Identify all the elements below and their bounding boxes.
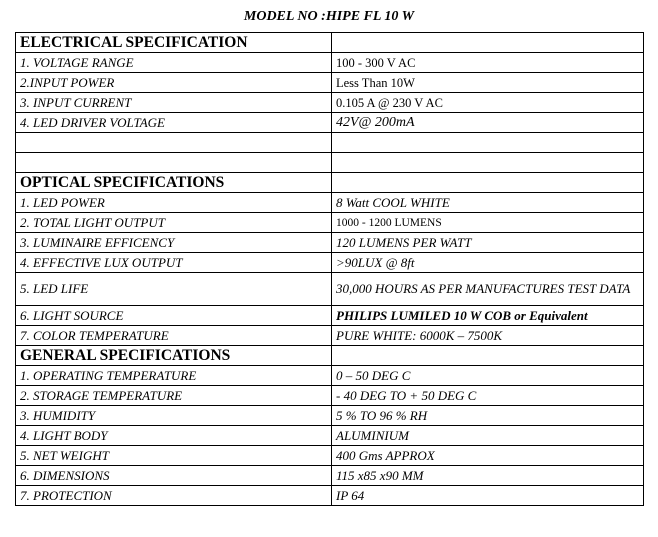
spec-value: IP 64	[332, 486, 644, 506]
spec-value: Less Than 10W	[332, 73, 644, 93]
spec-row	[16, 326, 644, 346]
spec-row	[16, 73, 644, 93]
spec-row	[16, 273, 644, 306]
spec-label: 6. LIGHT SOURCE	[16, 306, 332, 326]
spec-row	[16, 386, 644, 406]
section-heading: ELECTRICAL SPECIFICATION	[16, 33, 332, 53]
section-header-optical	[16, 173, 644, 193]
spec-value: 120 LUMENS PER WATT	[332, 233, 644, 253]
spec-row	[16, 113, 644, 133]
spec-label: 1. OPERATING TEMPERATURE	[16, 366, 332, 386]
spec-row	[16, 93, 644, 113]
spec-value: ALUMINIUM	[332, 426, 644, 446]
section-header-electrical	[16, 33, 644, 53]
spec-row	[16, 366, 644, 386]
spec-label: 4. LIGHT BODY	[16, 426, 332, 446]
spec-label: 6. DIMENSIONS	[16, 466, 332, 486]
spec-value: PURE WHITE: 6000K – 7500K	[332, 326, 644, 346]
spec-label: 1. LED POWER	[16, 193, 332, 213]
spec-value: 8 Watt COOL WHITE	[332, 193, 644, 213]
spec-label: 3. INPUT CURRENT	[16, 93, 332, 113]
section-header-general	[16, 346, 644, 366]
spec-value: 5 % TO 96 % RH	[332, 406, 644, 426]
spec-value: 42V@ 200mA	[332, 113, 644, 133]
spec-row	[16, 233, 644, 253]
spec-row	[16, 406, 644, 426]
specification-table	[15, 32, 644, 506]
spec-label: 7. PROTECTION	[16, 486, 332, 506]
spec-value: 30,000 HOURS AS PER MANUFACTURES TEST DATA	[332, 273, 644, 306]
section-heading: GENERAL SPECIFICATIONS	[16, 346, 332, 366]
spec-value: PHILIPS LUMILED 10 W COB or Equivalent	[332, 306, 644, 326]
spec-row	[16, 193, 644, 213]
spec-label: 1. VOLTAGE RANGE	[16, 53, 332, 73]
spec-value: >90LUX @ 8ft	[332, 253, 644, 273]
spec-label: 2.INPUT POWER	[16, 73, 332, 93]
spec-value: 400 Gms APPROX	[332, 446, 644, 466]
spec-label: 7. COLOR TEMPERATURE	[16, 326, 332, 346]
spec-label: 3. HUMIDITY	[16, 406, 332, 426]
spec-row	[16, 486, 644, 506]
spec-value: 1000 - 1200 LUMENS	[332, 213, 644, 233]
spec-value: 0.105 A @ 230 V AC	[332, 93, 644, 113]
blank-row	[16, 133, 644, 153]
spec-value: 115 x85 x90 MM	[332, 466, 644, 486]
document-title: MODEL NO :HIPE FL 10 W	[243, 9, 415, 24]
spec-row	[16, 466, 644, 486]
spec-value: 0 – 50 DEG C	[332, 366, 644, 386]
section-heading: OPTICAL SPECIFICATIONS	[16, 173, 332, 193]
spec-label: 2. STORAGE TEMPERATURE	[16, 386, 332, 406]
spec-label: 5. LED LIFE	[16, 273, 332, 306]
spec-row	[16, 213, 644, 233]
spec-label: 2. TOTAL LIGHT OUTPUT	[16, 213, 332, 233]
spec-row	[16, 426, 644, 446]
spec-value: 100 - 300 V AC	[332, 53, 644, 73]
spec-label: 3. LUMINAIRE EFFICENCY	[16, 233, 332, 253]
spec-label: 4. LED DRIVER VOLTAGE	[16, 113, 332, 133]
spec-label: 4. EFFECTIVE LUX OUTPUT	[16, 253, 332, 273]
spec-row	[16, 306, 644, 326]
spec-value: - 40 DEG TO + 50 DEG C	[332, 386, 644, 406]
spec-row	[16, 446, 644, 466]
spec-row	[16, 253, 644, 273]
blank-row	[16, 153, 644, 173]
spec-label: 5. NET WEIGHT	[16, 446, 332, 466]
spec-row	[16, 53, 644, 73]
